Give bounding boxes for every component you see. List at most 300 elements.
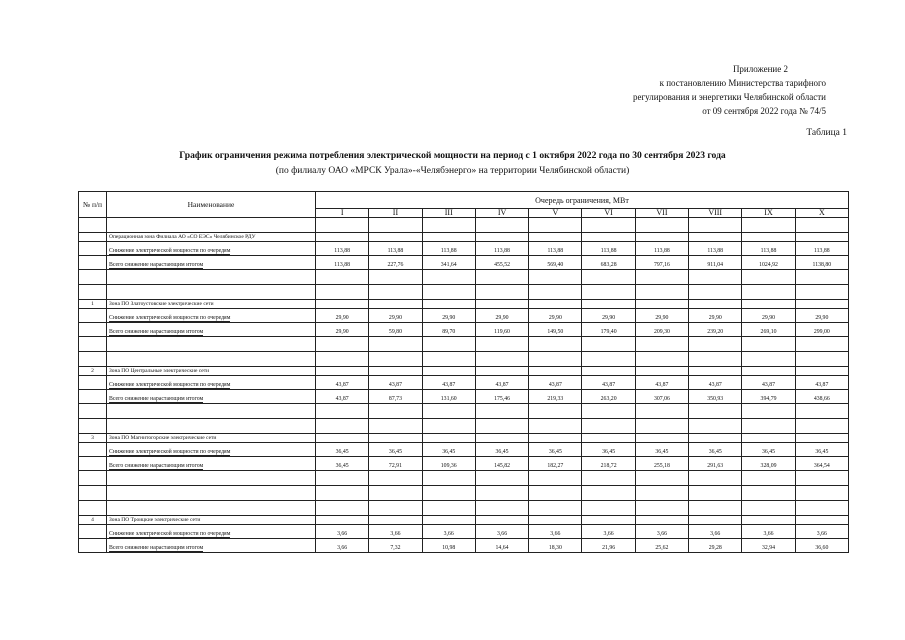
empty-cell — [475, 285, 528, 300]
value-cell: 36,45 — [635, 443, 688, 457]
value-cell: 21,96 — [582, 539, 635, 553]
empty-cell — [79, 323, 107, 337]
value-cell: 29,90 — [689, 309, 742, 323]
value-cell: 36,45 — [582, 443, 635, 457]
value-cell: 307,06 — [635, 390, 688, 404]
blank-row — [79, 285, 849, 300]
empty-cell — [529, 486, 582, 501]
empty-cell — [795, 434, 848, 443]
row-number — [79, 233, 107, 242]
value-cell: 87,73 — [369, 390, 422, 404]
value-cell: 18,30 — [529, 539, 582, 553]
empty-cell — [529, 352, 582, 367]
empty-cell — [529, 270, 582, 285]
reduction-label — [107, 525, 316, 539]
empty-cell — [742, 367, 795, 376]
empty-cell — [475, 516, 528, 525]
empty-cell — [316, 404, 369, 419]
empty-cell — [635, 233, 688, 242]
value-cell: 182,27 — [529, 457, 582, 471]
reduction-label — [107, 443, 316, 457]
value-cell: 29,90 — [742, 309, 795, 323]
empty-cell — [529, 218, 582, 233]
value-cell: 113,88 — [582, 242, 635, 256]
empty-cell — [742, 337, 795, 352]
value-cell: 113,88 — [316, 242, 369, 256]
empty-cell — [795, 337, 848, 352]
blank-row — [79, 471, 849, 486]
value-cell: 291,63 — [689, 457, 742, 471]
value-cell: 59,80 — [369, 323, 422, 337]
empty-cell — [422, 218, 475, 233]
empty-cell — [582, 233, 635, 242]
empty-cell — [422, 419, 475, 434]
blank-row — [79, 486, 849, 501]
empty-cell — [316, 300, 369, 309]
appendix-line-3: регулирования и энергетики Челябинской области — [633, 92, 826, 102]
value-cell: 364,54 — [795, 457, 848, 471]
total-label — [107, 323, 316, 337]
empty-cell — [79, 525, 107, 539]
empty-cell — [79, 419, 107, 434]
empty-cell — [79, 309, 107, 323]
empty-cell — [79, 270, 107, 285]
empty-cell — [689, 270, 742, 285]
value-cell: 455,52 — [475, 256, 528, 270]
empty-cell — [79, 471, 107, 486]
empty-cell — [742, 501, 795, 516]
empty-cell — [529, 300, 582, 309]
empty-cell — [107, 471, 316, 486]
empty-cell — [475, 501, 528, 516]
cumulative-total-row — [79, 256, 849, 270]
value-cell: 113,88 — [422, 242, 475, 256]
value-cell: 43,87 — [689, 376, 742, 390]
empty-cell — [79, 404, 107, 419]
value-cell: 29,90 — [316, 309, 369, 323]
empty-cell — [79, 285, 107, 300]
row-number: 2 — [79, 367, 107, 376]
row-number: 3 — [79, 434, 107, 443]
value-cell: 29,90 — [582, 309, 635, 323]
zone-name: Операционная зона Филиала АО «СО ЕЭС» Челябинское РДУ — [107, 233, 316, 242]
value-cell: 797,16 — [635, 256, 688, 270]
value-cell: 179,40 — [582, 323, 635, 337]
value-cell: 239,20 — [689, 323, 742, 337]
value-cell: 227,76 — [369, 256, 422, 270]
value-cell: 438,66 — [795, 390, 848, 404]
empty-cell — [475, 486, 528, 501]
value-cell: 3,66 — [689, 525, 742, 539]
empty-cell — [107, 218, 316, 233]
empty-cell — [316, 434, 369, 443]
row-label-text: Снижение электрической мощности по очередям — [109, 531, 231, 537]
empty-cell — [582, 434, 635, 443]
empty-cell — [369, 270, 422, 285]
value-cell: 10,98 — [422, 539, 475, 553]
empty-cell — [582, 337, 635, 352]
empty-cell — [79, 539, 107, 553]
value-cell: 43,87 — [742, 376, 795, 390]
document-subtitle: (по филиалу ОАО «МРСК Урала»-«Челябэнерго» на территории Челябинской области) — [275, 166, 630, 176]
empty-cell — [369, 300, 422, 309]
empty-cell — [689, 367, 742, 376]
empty-cell — [422, 285, 475, 300]
empty-cell — [79, 457, 107, 471]
zone-name: Зона ПО Златоустовские электрические сети — [107, 300, 316, 309]
reduction-row — [79, 376, 849, 390]
empty-cell — [369, 218, 422, 233]
zone-row — [79, 434, 849, 443]
cumulative-total-row — [79, 390, 849, 404]
value-cell: 3,66 — [529, 525, 582, 539]
column-header-name: Наименование — [107, 192, 316, 218]
value-cell: 255,18 — [635, 457, 688, 471]
value-cell: 113,88 — [316, 256, 369, 270]
empty-cell — [742, 270, 795, 285]
row-number: 1 — [79, 300, 107, 309]
empty-cell — [369, 434, 422, 443]
value-cell: 32,94 — [742, 539, 795, 553]
empty-cell — [79, 501, 107, 516]
empty-cell — [79, 256, 107, 270]
value-cell: 3,66 — [316, 525, 369, 539]
value-cell: 29,90 — [529, 309, 582, 323]
value-cell: 89,70 — [422, 323, 475, 337]
row-label-text: Всего снижение нарастающим итогом — [109, 545, 204, 551]
empty-cell — [422, 233, 475, 242]
empty-cell — [107, 270, 316, 285]
empty-cell — [422, 486, 475, 501]
value-cell: 36,45 — [795, 443, 848, 457]
value-cell: 29,90 — [635, 309, 688, 323]
value-cell: 683,28 — [582, 256, 635, 270]
empty-cell — [107, 337, 316, 352]
value-cell: 218,72 — [582, 457, 635, 471]
empty-cell — [582, 352, 635, 367]
empty-cell — [475, 434, 528, 443]
empty-cell — [422, 471, 475, 486]
empty-cell — [742, 419, 795, 434]
empty-cell — [529, 434, 582, 443]
reduction-label — [107, 242, 316, 256]
empty-cell — [635, 516, 688, 525]
queue-header: V — [529, 209, 582, 218]
empty-cell — [795, 218, 848, 233]
reduction-label — [107, 309, 316, 323]
value-cell: 43,87 — [316, 376, 369, 390]
value-cell: 29,90 — [316, 323, 369, 337]
value-cell: 3,66 — [422, 525, 475, 539]
empty-cell — [582, 419, 635, 434]
empty-cell — [795, 501, 848, 516]
empty-cell — [316, 285, 369, 300]
empty-cell — [475, 233, 528, 242]
empty-cell — [689, 285, 742, 300]
value-cell: 29,90 — [422, 309, 475, 323]
empty-cell — [689, 218, 742, 233]
empty-cell — [689, 404, 742, 419]
row-label-text: Снижение электрической мощности по очередям — [109, 449, 231, 455]
empty-cell — [369, 486, 422, 501]
value-cell: 3,66 — [742, 525, 795, 539]
empty-cell — [79, 352, 107, 367]
empty-cell — [795, 419, 848, 434]
zone-row — [79, 516, 849, 525]
row-label-text: Всего снижение нарастающим итогом — [109, 463, 204, 469]
zone-row — [79, 367, 849, 376]
empty-cell — [107, 352, 316, 367]
empty-cell — [79, 337, 107, 352]
empty-cell — [79, 486, 107, 501]
empty-cell — [422, 516, 475, 525]
zone-row — [79, 233, 849, 242]
empty-cell — [635, 419, 688, 434]
reduction-row — [79, 309, 849, 323]
queue-header: X — [795, 209, 848, 218]
empty-cell — [475, 300, 528, 309]
appendix-line-2: к постановлению Министерства тарифного — [659, 78, 826, 88]
blank-row — [79, 419, 849, 434]
empty-cell — [582, 218, 635, 233]
queue-header: II — [369, 209, 422, 218]
value-cell: 36,45 — [316, 457, 369, 471]
empty-cell — [422, 404, 475, 419]
empty-cell — [742, 471, 795, 486]
row-label-text: Всего снижение нарастающим итогом — [109, 396, 204, 402]
queue-header: VIII — [689, 209, 742, 218]
value-cell: 219,33 — [529, 390, 582, 404]
empty-cell — [689, 352, 742, 367]
empty-cell — [582, 270, 635, 285]
value-cell: 299,00 — [795, 323, 848, 337]
empty-cell — [582, 300, 635, 309]
value-cell: 569,40 — [529, 256, 582, 270]
queue-header: III — [422, 209, 475, 218]
empty-cell — [742, 285, 795, 300]
row-label-text: Снижение электрической мощности по очередям — [109, 315, 231, 321]
empty-cell — [742, 233, 795, 242]
value-cell: 3,66 — [369, 525, 422, 539]
blank-row — [79, 404, 849, 419]
empty-cell — [795, 471, 848, 486]
row-label-text: Всего снижение нарастающим итогом — [109, 329, 204, 335]
empty-cell — [475, 419, 528, 434]
empty-cell — [475, 352, 528, 367]
value-cell: 109,36 — [422, 457, 475, 471]
value-cell: 25,62 — [635, 539, 688, 553]
empty-cell — [795, 285, 848, 300]
empty-cell — [635, 486, 688, 501]
empty-cell — [582, 516, 635, 525]
empty-cell — [316, 471, 369, 486]
blank-row — [79, 218, 849, 233]
value-cell: 113,88 — [689, 242, 742, 256]
value-cell: 36,60 — [795, 539, 848, 553]
empty-cell — [742, 300, 795, 309]
empty-cell — [795, 300, 848, 309]
row-label-text: Снижение электрической мощности по очередям — [109, 382, 231, 388]
empty-cell — [422, 300, 475, 309]
empty-cell — [689, 434, 742, 443]
empty-cell — [369, 404, 422, 419]
reduction-row — [79, 242, 849, 256]
value-cell: 175,46 — [475, 390, 528, 404]
queue-header: IX — [742, 209, 795, 218]
value-cell: 36,45 — [316, 443, 369, 457]
empty-cell — [795, 516, 848, 525]
value-cell: 43,87 — [316, 390, 369, 404]
empty-cell — [689, 486, 742, 501]
value-cell: 113,88 — [529, 242, 582, 256]
value-cell: 36,45 — [369, 443, 422, 457]
empty-cell — [422, 352, 475, 367]
queue-header: VI — [582, 209, 635, 218]
zone-row — [79, 300, 849, 309]
empty-cell — [582, 471, 635, 486]
reduction-row — [79, 443, 849, 457]
empty-cell — [316, 486, 369, 501]
cumulative-total-row — [79, 323, 849, 337]
empty-cell — [635, 337, 688, 352]
empty-cell — [79, 218, 107, 233]
empty-cell — [369, 501, 422, 516]
empty-cell — [635, 285, 688, 300]
value-cell: 209,30 — [635, 323, 688, 337]
value-cell: 131,60 — [422, 390, 475, 404]
row-label-text: Всего снижение нарастающим итогом — [109, 262, 204, 268]
empty-cell — [529, 285, 582, 300]
value-cell: 29,90 — [795, 309, 848, 323]
total-label — [107, 457, 316, 471]
empty-cell — [635, 501, 688, 516]
value-cell: 149,50 — [529, 323, 582, 337]
empty-cell — [689, 471, 742, 486]
column-header-number: № п/п — [79, 192, 107, 218]
value-cell: 113,88 — [475, 242, 528, 256]
empty-cell — [316, 218, 369, 233]
value-cell: 113,88 — [635, 242, 688, 256]
zone-name: Зона ПО Магнитогорские электрические сети — [107, 434, 316, 443]
empty-cell — [689, 300, 742, 309]
empty-cell — [742, 404, 795, 419]
empty-cell — [422, 501, 475, 516]
value-cell: 3,66 — [582, 525, 635, 539]
blank-row — [79, 337, 849, 352]
empty-cell — [529, 233, 582, 242]
empty-cell — [529, 471, 582, 486]
empty-cell — [582, 501, 635, 516]
value-cell: 1138,80 — [795, 256, 848, 270]
value-cell: 36,45 — [742, 443, 795, 457]
empty-cell — [795, 352, 848, 367]
queue-header: VII — [635, 209, 688, 218]
empty-cell — [369, 419, 422, 434]
table-number: Таблица 1 — [806, 128, 847, 138]
empty-cell — [369, 233, 422, 242]
empty-cell — [742, 218, 795, 233]
empty-cell — [689, 233, 742, 242]
empty-cell — [79, 242, 107, 256]
value-cell: 43,87 — [369, 376, 422, 390]
empty-cell — [635, 270, 688, 285]
total-label — [107, 256, 316, 270]
empty-cell — [742, 434, 795, 443]
value-cell: 341,64 — [422, 256, 475, 270]
value-cell: 29,90 — [369, 309, 422, 323]
cumulative-total-row — [79, 457, 849, 471]
reduction-label — [107, 376, 316, 390]
empty-cell — [635, 352, 688, 367]
table-body — [79, 218, 849, 553]
value-cell: 29,28 — [689, 539, 742, 553]
value-cell: 43,87 — [529, 376, 582, 390]
empty-cell — [795, 270, 848, 285]
empty-cell — [422, 434, 475, 443]
empty-cell — [316, 367, 369, 376]
row-label-text: Снижение электрической мощности по очередям — [109, 248, 231, 254]
empty-cell — [107, 419, 316, 434]
queue-header: IV — [475, 209, 528, 218]
value-cell: 7,32 — [369, 539, 422, 553]
empty-cell — [635, 300, 688, 309]
empty-cell — [529, 419, 582, 434]
empty-cell — [689, 516, 742, 525]
empty-cell — [369, 516, 422, 525]
empty-cell — [635, 434, 688, 443]
empty-cell — [795, 486, 848, 501]
appendix-header — [633, 62, 826, 118]
empty-cell — [635, 218, 688, 233]
value-cell: 3,66 — [475, 525, 528, 539]
empty-cell — [107, 501, 316, 516]
empty-cell — [582, 486, 635, 501]
empty-cell — [635, 367, 688, 376]
value-cell: 113,88 — [795, 242, 848, 256]
empty-cell — [475, 218, 528, 233]
total-label — [107, 539, 316, 553]
value-cell: 113,88 — [742, 242, 795, 256]
value-cell: 29,90 — [475, 309, 528, 323]
value-cell: 14,64 — [475, 539, 528, 553]
empty-cell — [582, 285, 635, 300]
value-cell: 145,82 — [475, 457, 528, 471]
zone-name: Зона ПО Троицкие электрические сети — [107, 516, 316, 525]
value-cell: 36,45 — [529, 443, 582, 457]
value-cell: 43,87 — [635, 376, 688, 390]
empty-cell — [475, 404, 528, 419]
value-cell: 43,87 — [582, 376, 635, 390]
row-number: 4 — [79, 516, 107, 525]
empty-cell — [422, 337, 475, 352]
empty-cell — [742, 486, 795, 501]
empty-cell — [475, 337, 528, 352]
empty-cell — [107, 285, 316, 300]
empty-cell — [475, 270, 528, 285]
empty-cell — [529, 367, 582, 376]
empty-cell — [79, 390, 107, 404]
empty-cell — [422, 367, 475, 376]
empty-cell — [107, 404, 316, 419]
empty-cell — [316, 501, 369, 516]
blank-row — [79, 501, 849, 516]
empty-cell — [475, 367, 528, 376]
value-cell: 113,88 — [369, 242, 422, 256]
document-title: График ограничения режима потребления электрической мощности на период с 1 октября 2022 года по 30 сентября 2023 года — [179, 150, 726, 161]
empty-cell — [79, 443, 107, 457]
value-cell: 43,87 — [422, 376, 475, 390]
appendix-line-4: от 09 сентября 2022 года № 74/5 — [702, 106, 826, 116]
